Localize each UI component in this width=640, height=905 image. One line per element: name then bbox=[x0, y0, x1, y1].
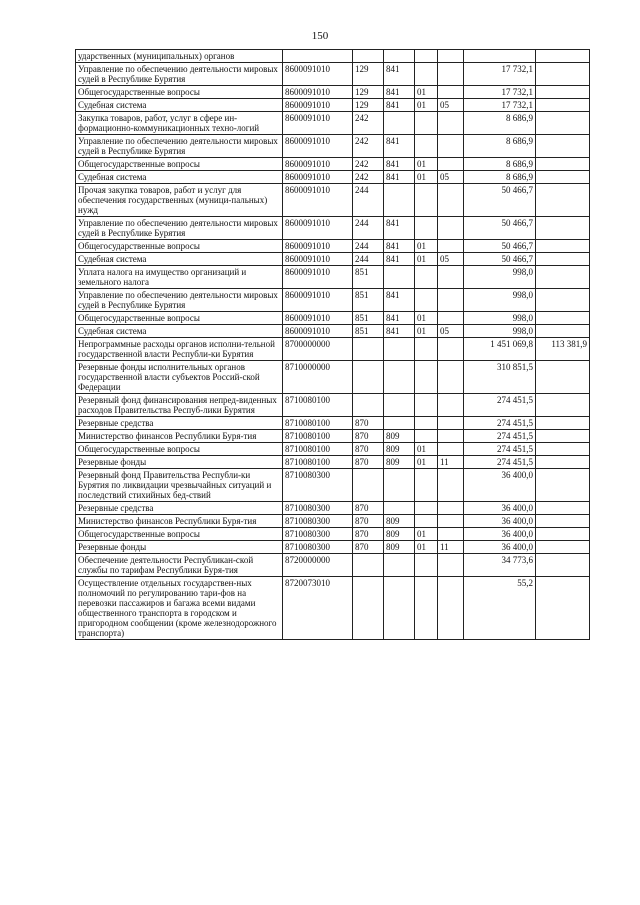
cell-amount-2 bbox=[536, 217, 590, 240]
table-row bbox=[76, 394, 590, 417]
cell-name: Общегосударственные вопросы bbox=[76, 528, 283, 541]
table-row bbox=[76, 417, 590, 430]
cell-section bbox=[415, 63, 438, 86]
cell-amount: 36 400,0 bbox=[464, 515, 536, 528]
cell-subsection: 05 bbox=[438, 325, 464, 338]
cell-section: 01 bbox=[415, 528, 438, 541]
cell-section bbox=[415, 338, 438, 361]
cell-target-code: 8600091010 bbox=[283, 112, 353, 135]
cell-amount: 274 451,5 bbox=[464, 443, 536, 456]
cell-subsection bbox=[438, 86, 464, 99]
cell-section bbox=[415, 266, 438, 289]
cell-target-code: 8700000000 bbox=[283, 338, 353, 361]
cell-expense-type: 870 bbox=[353, 443, 384, 456]
cell-grbs: 841 bbox=[384, 135, 415, 158]
cell-expense-type: 870 bbox=[353, 528, 384, 541]
cell-expense-type: 870 bbox=[353, 430, 384, 443]
table-row bbox=[76, 217, 590, 240]
table-row bbox=[76, 528, 590, 541]
cell-section: 01 bbox=[415, 253, 438, 266]
cell-name: Резервные средства bbox=[76, 417, 283, 430]
cell-subsection: 05 bbox=[438, 99, 464, 112]
cell-subsection bbox=[438, 528, 464, 541]
cell-target-code: 8710080300 bbox=[283, 528, 353, 541]
cell-grbs bbox=[384, 394, 415, 417]
cell-subsection: 05 bbox=[438, 253, 464, 266]
cell-grbs: 841 bbox=[384, 99, 415, 112]
cell-section: 01 bbox=[415, 99, 438, 112]
table-row bbox=[76, 184, 590, 217]
cell-grbs: 841 bbox=[384, 325, 415, 338]
cell-amount bbox=[464, 50, 536, 63]
cell-amount: 998,0 bbox=[464, 312, 536, 325]
cell-expense-type bbox=[353, 338, 384, 361]
cell-amount: 998,0 bbox=[464, 325, 536, 338]
cell-name: Осуществление отдельных государствен-ных полномочий по регулированию тари-фов на перевозки пассажиров и багажа всеми видами общественного транспорта в городском и пригородном сообщении (кроме железнодорожного транспорта) bbox=[76, 577, 283, 640]
cell-subsection bbox=[438, 63, 464, 86]
cell-amount-2 bbox=[536, 394, 590, 417]
cell-subsection bbox=[438, 240, 464, 253]
cell-amount: 34 773,6 bbox=[464, 554, 536, 577]
cell-subsection: 11 bbox=[438, 541, 464, 554]
cell-section bbox=[415, 135, 438, 158]
cell-subsection bbox=[438, 289, 464, 312]
cell-grbs: 809 bbox=[384, 443, 415, 456]
cell-grbs: 809 bbox=[384, 430, 415, 443]
cell-grbs: 841 bbox=[384, 312, 415, 325]
cell-amount-2 bbox=[536, 541, 590, 554]
cell-amount: 310 851,5 bbox=[464, 361, 536, 394]
cell-name: Общегосударственные вопросы bbox=[76, 86, 283, 99]
cell-name: Общегосударственные вопросы bbox=[76, 312, 283, 325]
cell-name: Министерство финансов Республики Буря-тия bbox=[76, 430, 283, 443]
cell-target-code: 8710000000 bbox=[283, 361, 353, 394]
cell-expense-type: 870 bbox=[353, 515, 384, 528]
cell-name: Обеспечение деятельности Республикан-ской службы по тарифам Республики Буря-тия bbox=[76, 554, 283, 577]
cell-target-code: 8710080300 bbox=[283, 541, 353, 554]
table-row bbox=[76, 158, 590, 171]
cell-expense-type bbox=[353, 577, 384, 640]
cell-target-code: 8720000000 bbox=[283, 554, 353, 577]
cell-amount-2 bbox=[536, 515, 590, 528]
cell-section: 01 bbox=[415, 312, 438, 325]
cell-name: Резервные фонды исполнительных органов государственной власти субъектов Россий-ской Федерации bbox=[76, 361, 283, 394]
cell-amount: 36 400,0 bbox=[464, 502, 536, 515]
cell-section bbox=[415, 289, 438, 312]
cell-amount: 1 451 069,8 bbox=[464, 338, 536, 361]
cell-target-code: 8600091010 bbox=[283, 86, 353, 99]
table-row bbox=[76, 338, 590, 361]
budget-table bbox=[75, 49, 590, 640]
cell-expense-type: 851 bbox=[353, 266, 384, 289]
cell-section bbox=[415, 361, 438, 394]
table-row bbox=[76, 135, 590, 158]
cell-target-code: 8600091010 bbox=[283, 312, 353, 325]
cell-target-code: 8720073010 bbox=[283, 577, 353, 640]
cell-target-code: 8710080100 bbox=[283, 417, 353, 430]
cell-name: Закупка товаров, работ, услуг в сфере ин-формационно-коммуникационных техно-логий bbox=[76, 112, 283, 135]
table-row bbox=[76, 253, 590, 266]
cell-expense-type: 851 bbox=[353, 289, 384, 312]
cell-target-code: 8710080300 bbox=[283, 502, 353, 515]
table-row bbox=[76, 325, 590, 338]
cell-expense-type: 244 bbox=[353, 240, 384, 253]
cell-target-code: 8600091010 bbox=[283, 135, 353, 158]
table-row bbox=[76, 86, 590, 99]
cell-amount-2: 113 381,9 bbox=[536, 338, 590, 361]
cell-name: Резервный фонд финансирования непред-виденных расходов Правительства Респуб-лики Бурятия bbox=[76, 394, 283, 417]
cell-name: Управление по обеспечению деятельности мировых судей в Республике Бурятия bbox=[76, 63, 283, 86]
cell-name: Судебная система bbox=[76, 253, 283, 266]
cell-amount-2 bbox=[536, 63, 590, 86]
table-row bbox=[76, 456, 590, 469]
cell-section: 01 bbox=[415, 325, 438, 338]
cell-expense-type: 870 bbox=[353, 502, 384, 515]
cell-section: 01 bbox=[415, 86, 438, 99]
table-row bbox=[76, 99, 590, 112]
cell-amount-2 bbox=[536, 50, 590, 63]
cell-name: Общегосударственные вопросы bbox=[76, 240, 283, 253]
cell-expense-type: 129 bbox=[353, 63, 384, 86]
cell-amount: 274 451,5 bbox=[464, 430, 536, 443]
cell-subsection bbox=[438, 502, 464, 515]
cell-subsection bbox=[438, 577, 464, 640]
cell-amount-2 bbox=[536, 469, 590, 502]
cell-expense-type: 242 bbox=[353, 112, 384, 135]
cell-subsection bbox=[438, 443, 464, 456]
cell-name: Прочая закупка товаров, работ и услуг для обеспечения государственных (муници-пальных) нужд bbox=[76, 184, 283, 217]
cell-grbs bbox=[384, 50, 415, 63]
cell-grbs bbox=[384, 577, 415, 640]
cell-amount-2 bbox=[536, 312, 590, 325]
cell-expense-type: 244 bbox=[353, 217, 384, 240]
cell-name: Общегосударственные вопросы bbox=[76, 443, 283, 456]
cell-amount-2 bbox=[536, 430, 590, 443]
cell-section bbox=[415, 469, 438, 502]
cell-amount: 8 686,9 bbox=[464, 171, 536, 184]
cell-amount: 50 466,7 bbox=[464, 240, 536, 253]
cell-name: Резервные средства bbox=[76, 502, 283, 515]
cell-amount: 998,0 bbox=[464, 289, 536, 312]
cell-section: 01 bbox=[415, 171, 438, 184]
cell-name: Управление по обеспечению деятельности мировых судей в Республике Бурятия bbox=[76, 217, 283, 240]
table-row bbox=[76, 515, 590, 528]
cell-subsection bbox=[438, 338, 464, 361]
cell-amount-2 bbox=[536, 253, 590, 266]
cell-subsection bbox=[438, 515, 464, 528]
cell-amount-2 bbox=[536, 86, 590, 99]
cell-name: Общегосударственные вопросы bbox=[76, 158, 283, 171]
cell-name: ударственных (муниципальных) органов bbox=[76, 50, 283, 63]
cell-subsection bbox=[438, 50, 464, 63]
cell-target-code: 8710080100 bbox=[283, 456, 353, 469]
cell-amount: 998,0 bbox=[464, 266, 536, 289]
table-row bbox=[76, 361, 590, 394]
cell-section bbox=[415, 515, 438, 528]
cell-expense-type bbox=[353, 361, 384, 394]
cell-grbs bbox=[384, 469, 415, 502]
cell-section: 01 bbox=[415, 443, 438, 456]
cell-target-code: 8600091010 bbox=[283, 240, 353, 253]
cell-amount-2 bbox=[536, 266, 590, 289]
cell-section: 01 bbox=[415, 456, 438, 469]
cell-grbs bbox=[384, 112, 415, 135]
cell-target-code: 8600091010 bbox=[283, 217, 353, 240]
cell-amount: 50 466,7 bbox=[464, 217, 536, 240]
cell-target-code: 8710080300 bbox=[283, 469, 353, 502]
cell-section: 01 bbox=[415, 158, 438, 171]
cell-expense-type: 870 bbox=[353, 541, 384, 554]
cell-expense-type bbox=[353, 394, 384, 417]
cell-expense-type: 129 bbox=[353, 86, 384, 99]
cell-amount: 274 451,5 bbox=[464, 456, 536, 469]
table-row bbox=[76, 577, 590, 640]
table-row bbox=[76, 443, 590, 456]
cell-amount-2 bbox=[536, 99, 590, 112]
table-row bbox=[76, 63, 590, 86]
cell-amount: 36 400,0 bbox=[464, 541, 536, 554]
cell-grbs bbox=[384, 502, 415, 515]
cell-expense-type: 244 bbox=[353, 253, 384, 266]
cell-section bbox=[415, 554, 438, 577]
cell-subsection: 05 bbox=[438, 171, 464, 184]
cell-target-code: 8600091010 bbox=[283, 158, 353, 171]
table-row bbox=[76, 430, 590, 443]
table-row bbox=[76, 171, 590, 184]
cell-grbs: 841 bbox=[384, 86, 415, 99]
cell-section bbox=[415, 430, 438, 443]
cell-name: Управление по обеспечению деятельности мировых судей в Республике Бурятия bbox=[76, 135, 283, 158]
cell-name: Резервные фонды bbox=[76, 456, 283, 469]
cell-subsection bbox=[438, 158, 464, 171]
cell-grbs: 841 bbox=[384, 63, 415, 86]
cell-name: Судебная система bbox=[76, 171, 283, 184]
cell-grbs bbox=[384, 338, 415, 361]
cell-section bbox=[415, 417, 438, 430]
page-number: 150 bbox=[311, 30, 329, 42]
cell-grbs: 809 bbox=[384, 541, 415, 554]
cell-amount: 8 686,9 bbox=[464, 135, 536, 158]
cell-target-code: 8710080100 bbox=[283, 394, 353, 417]
cell-target-code: 8600091010 bbox=[283, 325, 353, 338]
cell-amount: 17 732,1 bbox=[464, 63, 536, 86]
cell-amount-2 bbox=[536, 456, 590, 469]
cell-amount: 55,2 bbox=[464, 577, 536, 640]
cell-target-code: 8600091010 bbox=[283, 99, 353, 112]
cell-amount-2 bbox=[536, 502, 590, 515]
cell-expense-type: 129 bbox=[353, 99, 384, 112]
cell-expense-type: 242 bbox=[353, 158, 384, 171]
cell-name: Непрограммные расходы органов исполни-тельной государственной власти Республи-ки Бурятия bbox=[76, 338, 283, 361]
cell-section bbox=[415, 577, 438, 640]
cell-amount-2 bbox=[536, 325, 590, 338]
cell-amount: 274 451,5 bbox=[464, 394, 536, 417]
cell-section bbox=[415, 112, 438, 135]
cell-expense-type: 870 bbox=[353, 456, 384, 469]
cell-target-code: 8600091010 bbox=[283, 253, 353, 266]
cell-subsection bbox=[438, 135, 464, 158]
cell-amount-2 bbox=[536, 528, 590, 541]
cell-subsection bbox=[438, 361, 464, 394]
cell-expense-type: 244 bbox=[353, 184, 384, 217]
cell-target-code: 8600091010 bbox=[283, 63, 353, 86]
cell-expense-type bbox=[353, 50, 384, 63]
cell-grbs: 809 bbox=[384, 528, 415, 541]
cell-amount-2 bbox=[536, 184, 590, 217]
budget-table-body bbox=[76, 50, 590, 640]
cell-amount-2 bbox=[536, 171, 590, 184]
cell-expense-type: 851 bbox=[353, 312, 384, 325]
cell-amount-2 bbox=[536, 240, 590, 253]
table-row bbox=[76, 554, 590, 577]
cell-subsection bbox=[438, 266, 464, 289]
cell-target-code: 8600091010 bbox=[283, 171, 353, 184]
cell-subsection bbox=[438, 554, 464, 577]
cell-amount-2 bbox=[536, 112, 590, 135]
cell-grbs: 841 bbox=[384, 240, 415, 253]
cell-amount: 17 732,1 bbox=[464, 99, 536, 112]
table-row bbox=[76, 266, 590, 289]
cell-grbs: 809 bbox=[384, 515, 415, 528]
table-row bbox=[76, 289, 590, 312]
table-row bbox=[76, 541, 590, 554]
cell-section bbox=[415, 50, 438, 63]
cell-subsection bbox=[438, 394, 464, 417]
cell-amount-2 bbox=[536, 577, 590, 640]
table-row bbox=[76, 50, 590, 63]
cell-grbs: 809 bbox=[384, 456, 415, 469]
cell-target-code bbox=[283, 50, 353, 63]
cell-section bbox=[415, 394, 438, 417]
cell-subsection bbox=[438, 217, 464, 240]
cell-amount-2 bbox=[536, 554, 590, 577]
cell-expense-type: 242 bbox=[353, 135, 384, 158]
cell-target-code: 8600091010 bbox=[283, 184, 353, 217]
cell-grbs bbox=[384, 417, 415, 430]
cell-section bbox=[415, 502, 438, 515]
cell-amount: 50 466,7 bbox=[464, 253, 536, 266]
cell-section bbox=[415, 184, 438, 217]
cell-subsection bbox=[438, 112, 464, 135]
cell-name: Резервные фонды bbox=[76, 541, 283, 554]
cell-name: Судебная система bbox=[76, 325, 283, 338]
cell-grbs: 841 bbox=[384, 217, 415, 240]
cell-subsection bbox=[438, 430, 464, 443]
cell-amount: 8 686,9 bbox=[464, 158, 536, 171]
cell-target-code: 8710080100 bbox=[283, 430, 353, 443]
cell-amount: 274 451,5 bbox=[464, 417, 536, 430]
cell-expense-type bbox=[353, 554, 384, 577]
cell-amount: 17 732,1 bbox=[464, 86, 536, 99]
cell-amount-2 bbox=[536, 361, 590, 394]
cell-amount-2 bbox=[536, 135, 590, 158]
cell-amount-2 bbox=[536, 443, 590, 456]
table-row bbox=[76, 469, 590, 502]
cell-expense-type: 242 bbox=[353, 171, 384, 184]
cell-grbs: 841 bbox=[384, 289, 415, 312]
cell-amount: 36 400,0 bbox=[464, 528, 536, 541]
cell-amount: 50 466,7 bbox=[464, 184, 536, 217]
cell-amount: 36 400,0 bbox=[464, 469, 536, 502]
cell-target-code: 8710080100 bbox=[283, 443, 353, 456]
cell-grbs bbox=[384, 361, 415, 394]
cell-section bbox=[415, 217, 438, 240]
cell-expense-type: 851 bbox=[353, 325, 384, 338]
cell-name: Судебная система bbox=[76, 99, 283, 112]
cell-grbs: 841 bbox=[384, 253, 415, 266]
cell-grbs bbox=[384, 266, 415, 289]
cell-subsection bbox=[438, 184, 464, 217]
cell-target-code: 8710080300 bbox=[283, 515, 353, 528]
table-row bbox=[76, 312, 590, 325]
cell-grbs: 841 bbox=[384, 171, 415, 184]
cell-amount-2 bbox=[536, 289, 590, 312]
table-row bbox=[76, 240, 590, 253]
cell-grbs bbox=[384, 554, 415, 577]
cell-subsection: 11 bbox=[438, 456, 464, 469]
table-row bbox=[76, 112, 590, 135]
cell-name: Уплата налога на имущество организаций и земельного налога bbox=[76, 266, 283, 289]
table-row bbox=[76, 502, 590, 515]
cell-section: 01 bbox=[415, 240, 438, 253]
cell-subsection bbox=[438, 417, 464, 430]
cell-target-code: 8600091010 bbox=[283, 266, 353, 289]
cell-subsection bbox=[438, 469, 464, 502]
cell-expense-type bbox=[353, 469, 384, 502]
cell-amount-2 bbox=[536, 158, 590, 171]
cell-grbs bbox=[384, 184, 415, 217]
cell-name: Управление по обеспечению деятельности мировых судей в Республике Бурятия bbox=[76, 289, 283, 312]
cell-subsection bbox=[438, 312, 464, 325]
cell-expense-type: 870 bbox=[353, 417, 384, 430]
cell-amount: 8 686,9 bbox=[464, 112, 536, 135]
cell-name: Министерство финансов Республики Буря-тия bbox=[76, 515, 283, 528]
cell-name: Резервный фонд Правительства Республи-ки Бурятия по ликвидации чрезвычайных ситуаций и последствий стихийных бед-ствий bbox=[76, 469, 283, 502]
cell-section: 01 bbox=[415, 541, 438, 554]
cell-grbs: 841 bbox=[384, 158, 415, 171]
cell-amount-2 bbox=[536, 417, 590, 430]
cell-target-code: 8600091010 bbox=[283, 289, 353, 312]
